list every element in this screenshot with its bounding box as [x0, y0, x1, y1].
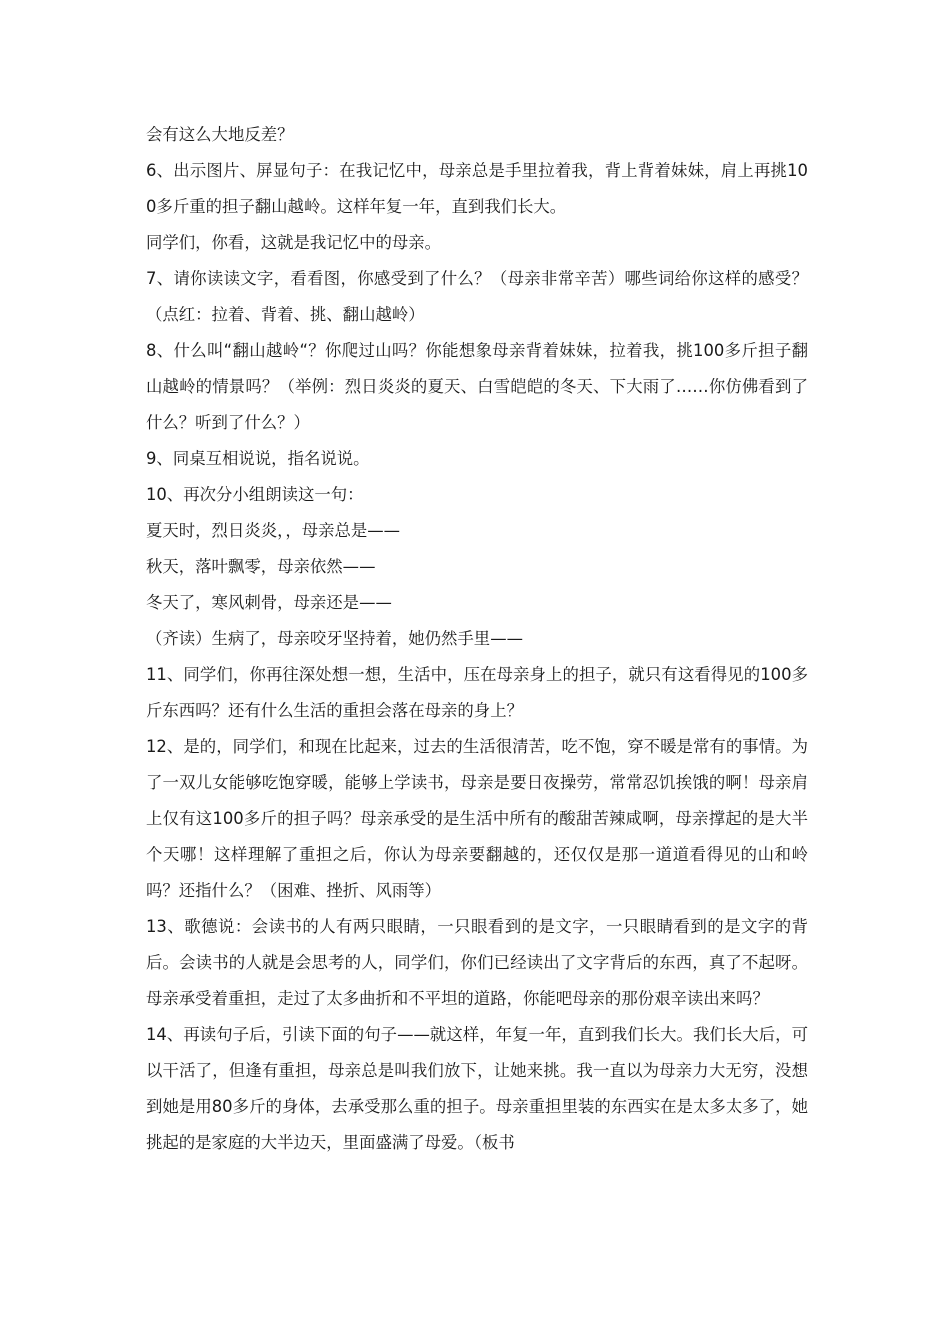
document-body [146, 117, 808, 1161]
paragraph: 13、歌德说：会读书的人有两只眼睛，一只眼看到的是文字，一只眼睛看到的是文字的背后。会读书的人就是会思考的人，同学们，你们已经读出了文字背后的东西，真了不起呀。母亲承受着重担，走过了太多曲折和不平坦的道路，你能吧母亲的那份艰辛读出来吗？ [146, 917, 808, 1008]
paragraph: （齐读）生病了，母亲咬牙坚持着，她仍然手里—— [146, 629, 523, 648]
paragraph: 10、再次分小组朗读这一句： [146, 485, 364, 504]
paragraph: 夏天时，烈日炎炎，，母亲总是—— [146, 521, 401, 540]
paragraph: 9、同桌互相说说，指名说说。 [146, 449, 370, 468]
paragraph: 12、是的，同学们，和现在比起来，过去的生活很清苦，吃不饱，穿不暖是常有的事情。为了一双儿女能够吃饱穿暖，能够上学读书，母亲是要日夜操劳，常常忍饥挨饿的啊！母亲肩上仅有这100多斤的担子吗？母亲承受的是生活中所有的酸甜苦辣咸啊，母亲撑起的是大半个天哪！这样理解了重担之后，你认为母亲要翻越的，还仅仅是那一道道看得见的山和岭吗？还指什么？（困难、挫折、风雨等） [146, 737, 808, 900]
paragraph: 11、同学们，你再往深处想一想，生活中，压在母亲身上的担子，就只有这看得见的100多斤东西吗？还有什么生活的重担会落在母亲的身上？ [146, 665, 808, 720]
paragraph: 会有这么大地反差？ [146, 125, 294, 144]
paragraph: 14、再读句子后，引读下面的句子——就这样，年复一年，直到我们长大。我们长大后，可以干活了，但逢有重担，母亲总是叫我们放下，让她来挑。我一直以为母亲力大无穷，没想到她是用80多斤的身体，去承受那么重的担子。母亲重担里装的东西实在是太多太多了，她挑起的是家庭的大半边天，里面盛满了母爱。（板书 [146, 1025, 808, 1152]
paragraph: 冬天了，寒风刺骨，母亲还是—— [146, 593, 392, 612]
paragraph: 同学们，你看，这就是我记忆中的母亲。 [146, 233, 442, 252]
paragraph: 6、出示图片、屏显句子：在我记忆中，母亲总是手里拉着我，背上背着妹妹，肩上再挑100多斤重的担子翻山越岭。这样年复一年，直到我们长大。 [146, 161, 808, 216]
paragraph: 8、什么叫“翻山越岭“？你爬过山吗？你能想象母亲背着妹妹，拉着我，挑100多斤担子翻山越岭的情景吗？（举例：烈日炎炎的夏天、白雪皑皑的冬天、下大雨了……你仿佛看到了什么？听到了什么？） [146, 341, 808, 432]
paragraph: 秋天，落叶飘零，母亲依然—— [146, 557, 376, 576]
paragraph: 7、请你读读文字，看看图，你感受到了什么？（母亲非常辛苦）哪些词给你这样的感受？（点红：拉着、背着、挑、翻山越岭） [146, 269, 808, 324]
